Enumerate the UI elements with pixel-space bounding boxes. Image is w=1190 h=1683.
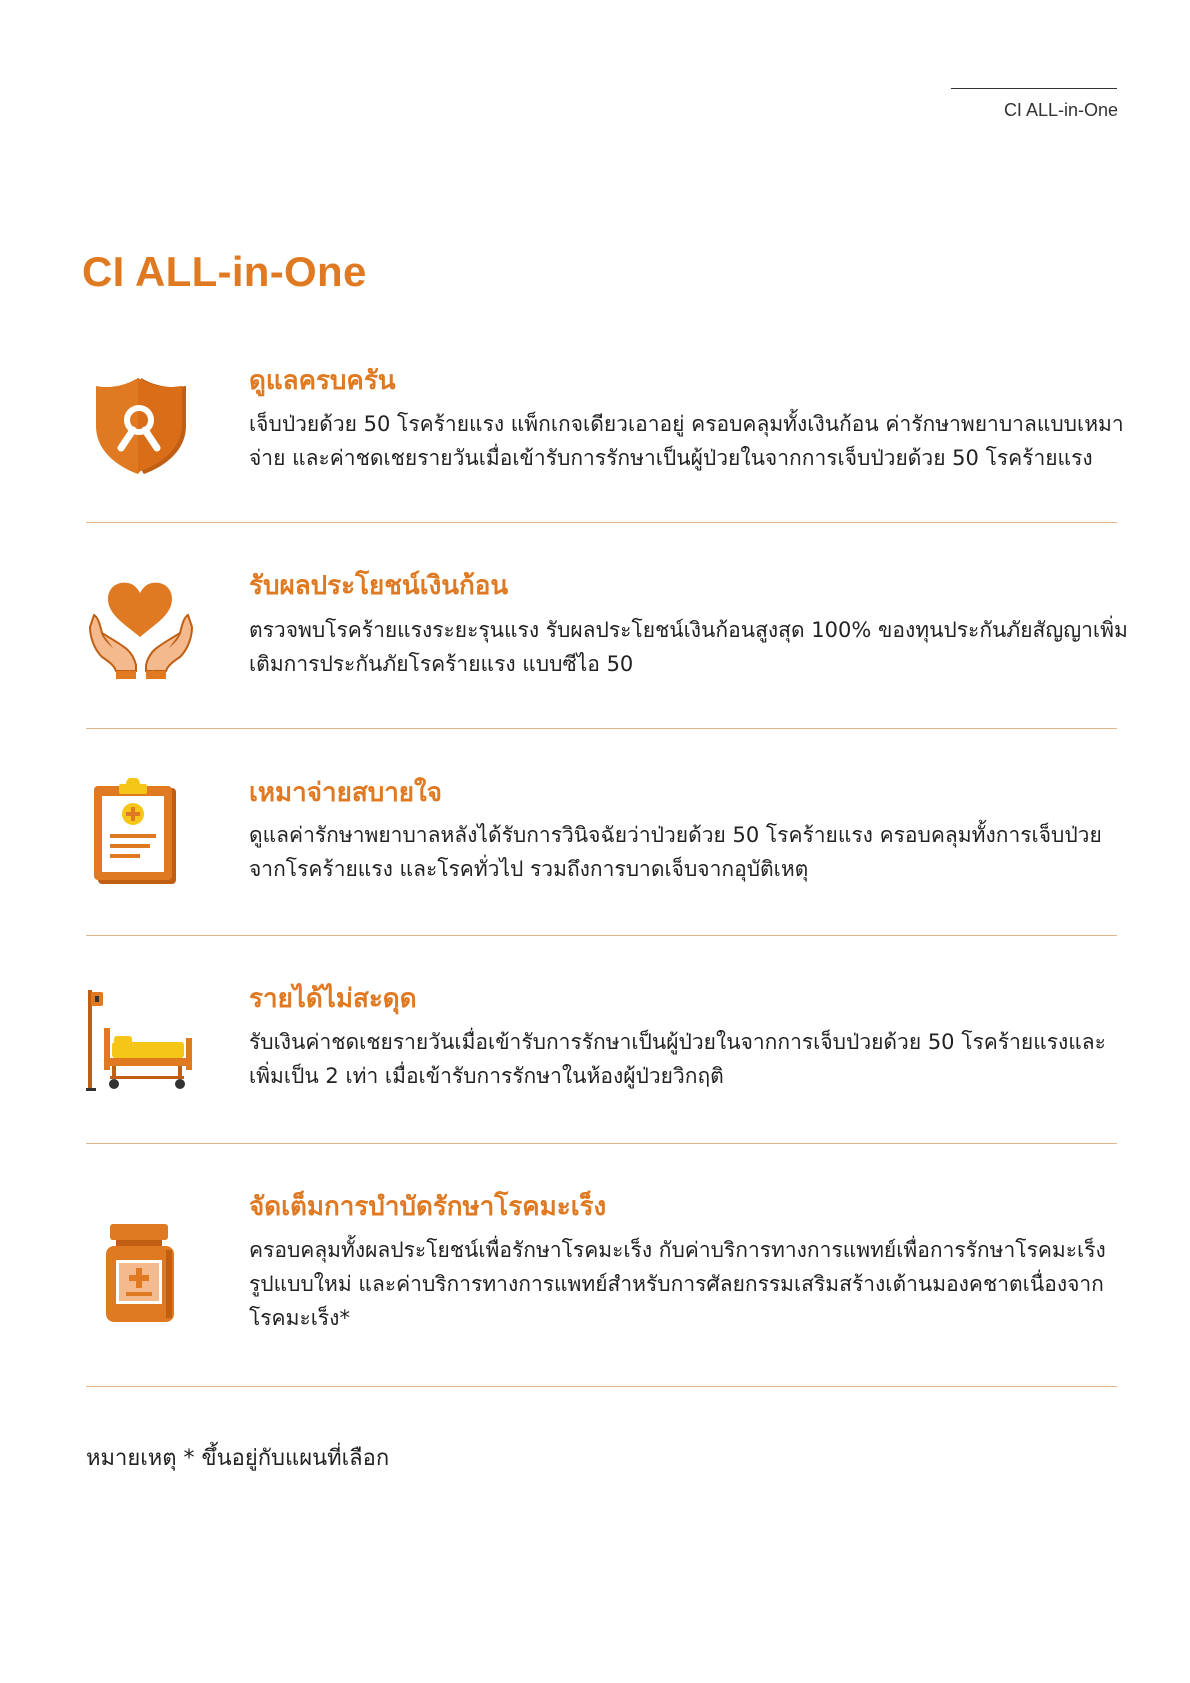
feature-description: ครอบคลุมทั้งผลประโยชน์เพื่อรักษาโรคมะเร็ง กับค่าบริการทางการแพทย์เพื่อการรักษาโรคมะเร็งรูปแบบใหม่ และค่าบริการทางการแพทย์สำหรับการศัลยกรรมเสริมสร้างเต้านมองคชาตเนื่องจากโรคมะเร็ง* xyxy=(249,1238,1106,1330)
feature-description: ตรวจพบโรคร้ายแรงระยะรุนแรง รับผลประโยชน์เงินก้อนสูงสุด 100% ของทุนประกันภัยสัญญาเพิ่มเติมการประกันภัยโรคร้ายแรง แบบซีไอ 50 xyxy=(249,618,1128,676)
feature-title: เหมาจ่ายสบายใจ xyxy=(249,778,442,808)
feature-title: รายได้ไม่สะดุด xyxy=(249,984,417,1014)
page-title: CI ALL-in-One xyxy=(82,248,367,295)
feature-description: เจ็บป่วยด้วย 50 โรคร้ายแรง แพ็กเกจเดียวเอาอยู่ ครอบคลุมทั้งเงินก้อน ค่ารักษาพยาบาลแบบเหมาจ่าย และค่าชดเชยรายวันเมื่อเข้ารับการรักษาเป็นผู้ป่วยในจากการเจ็บป่วยด้วย 50 โรคร้ายแรง xyxy=(249,412,1124,470)
feature-description: รับเงินค่าชดเชยรายวันเมื่อเข้ารับการรักษาเป็นผู้ป่วยในจากการเจ็บป่วยด้วย 50 โรคร้ายแรงและเพิ่มเป็น 2 เท่า เมื่อเข้ารับการรักษาในห้องผู้ป่วยวิกฤติ xyxy=(249,1030,1106,1088)
feature-title: ดูแลครบครัน xyxy=(249,366,396,396)
header-rule xyxy=(951,88,1117,89)
footnote: หมายเหตุ * ขึ้นอยู่กับแผนที่เลือก xyxy=(86,1446,390,1471)
divider xyxy=(86,728,1117,729)
medical-clipboard-icon xyxy=(86,778,196,888)
divider xyxy=(86,522,1117,523)
feature-title: จัดเต็มการบำบัดรักษาโรคมะเร็ง xyxy=(249,1192,607,1222)
shield-ribbon-icon xyxy=(86,370,196,480)
hospital-bed-icon xyxy=(86,986,196,1096)
hands-heart-icon xyxy=(86,575,196,685)
divider xyxy=(86,1386,1117,1387)
feature-description: ดูแลค่ารักษาพยาบาลหลังได้รับการวินิจฉัยว่าป่วยด้วย 50 โรคร้ายแรง ครอบคลุมทั้งการเจ็บป่วยจากโรคร้ายแรง และโรคทั่วไป รวมถึงการบาดเจ็บจากอุบัติเหตุ xyxy=(249,823,1102,881)
divider xyxy=(86,935,1117,936)
medicine-bottle-icon xyxy=(86,1220,196,1330)
feature-title: รับผลประโยชน์เงินก้อน xyxy=(249,571,509,601)
header-label: CI ALL-in-One xyxy=(1003,100,1118,120)
divider xyxy=(86,1143,1117,1144)
